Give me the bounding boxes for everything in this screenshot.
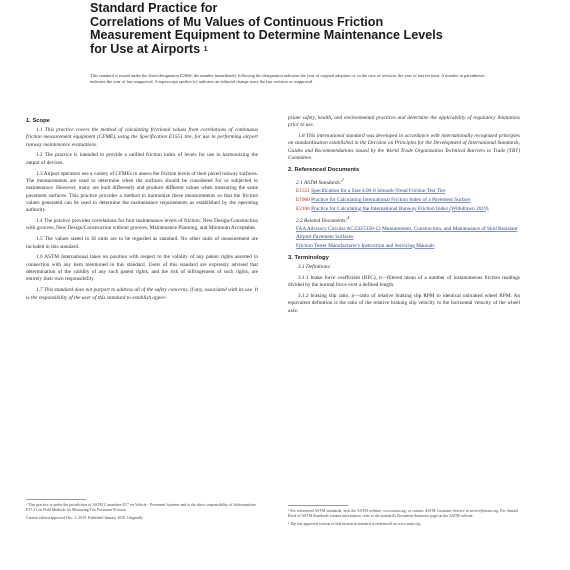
title-line-2: Correlations of Mu Values of Continuous Friction	[90, 14, 384, 29]
term-3-1-2: 3.1.2 braking slip ratio, n—ratio of relative braking slip RPM to identical unbraked wheel RPM. An equivalent definition is the ratio of the relative braking slip velocity to the horizontal velocity of the wheel axle.	[288, 292, 520, 314]
footnote-3: ³ The last approved version of this historical standard is referenced on www.astm.org.	[288, 521, 422, 526]
para-1-3: 1.3 Airport operators use a variety of CFMEs to assess the friction levels of their paved runway surfaces. The measurements are used to determine when the surfaces should be considered for or subjected to maintenance. However, many are built differently and produce different values when measuring the same pavement surfaces. This practice provides a method to harmonize these measurements so that the friction values generated can be used to determine the maintenance requirements as established by the operating authority.	[26, 170, 258, 214]
related-documents-subheading: 2.2 Related Documents:$^4$	[296, 215, 350, 225]
left-column	[26, 117, 258, 305]
referenced-documents-heading: 2. Referenced Documents	[288, 166, 360, 173]
footnotes-left	[26, 503, 256, 524]
para-1-8: 1.8 This international standard was developed in accordance with internationally recognized principles on standardization established in the Decision on Principles for the Development of International Standards, Guides and Recommendations issued by the World Trade Organization Technical Barriers to Trade (TBT) Committee.	[288, 133, 520, 162]
para-1-6: 1.6 ASTM International takes no position with respect to the validity of any patent rights asserted in connection with any item mentioned in this standard. Users of this standard are expressly advised that determination of the validity of any such patent rights, and the risk of infringement of such rights, are entirely their own responsibility.	[26, 254, 258, 283]
term-3-1: 3.1 Definitions:	[298, 263, 332, 270]
footnote-edition: Current edition approved Dec. 1, 2019. Published January 2020. Originally	[26, 515, 144, 520]
para-1-7-continued: priate safety, health, and environmental practices and determine the applicability of regulatory limitations prior to use.	[288, 115, 520, 129]
para-1-2: 1.2 The practice is intended to provide a unified friction index of levels for use in harmonizing the output of devices.	[26, 152, 258, 166]
footnotes-right	[288, 509, 518, 530]
terminology-heading: 3. Terminology	[288, 254, 329, 261]
footnote-2: ² For referenced ASTM standards, visit the ASTM website, www.astm.org, or contact ASTM Customer Service at service@astm.org. For Annual Book of ASTM Standards volume information, refer to the standard's Document Summary page on the ASTM website.	[288, 509, 518, 519]
term-3-1-1: 3.1.1 brake force coefficient (BFC), n—filtered mean of a number of instantaneous friction readings divided by the normal force over a defined length.	[288, 274, 520, 289]
title-footnote-mark: 1	[203, 45, 208, 53]
ref-e2100[interactable]: E2100 Practice for Calculating the International Runway Friction Index (Withdrawn 2019)	[296, 205, 489, 212]
ref-faa-advisory-circular[interactable]: FAA Advisory Circular AC150/5320-12 Measurement, Construction, and Maintenance of Skid Resistant Airport Pavement Surfaces	[296, 226, 518, 240]
designation-notice: This standard is issued under the fixed designation E2666; the number immediately following the designation indicates the year of original adoption or, in the case of revision, the year of last revision. A number in parentheses indicates the year of last reapproval. A superscript epsilon (ε) indicates an editorial change since the last revision or reapproval.	[90, 73, 485, 84]
footnote-1: ¹ This practice is under the jurisdiction of ASTM Committee E17 on Vehicle - Pavement Systems and is the direct responsibility of Subcommittee E17.21 on Field Methods for Measuring Tire Pavement Friction.	[26, 503, 256, 513]
astm-standards-subheading: 2.1 ASTM Standards:$^2$	[296, 176, 344, 186]
para-1-5: 1.5 The values stated in SI units are to be regarded as standard. No other units of measurement are included in this standard.	[26, 236, 258, 250]
scope-heading: 1. Scope	[26, 118, 50, 124]
ref-e1960[interactable]: E1960 Practice for Calculating International Friction Index of a Pavement Surface	[296, 196, 471, 203]
footnote-divider-left	[26, 499, 86, 500]
para-1-4: 1.4 The practice provides correlations for four maintenance levels of friction: New Design/Construction with grooves, New Design/Construction without grooves, Maintenance Planning, and Minimum Acceptable.	[26, 218, 258, 232]
document-title	[90, 2, 510, 56]
right-column	[288, 115, 520, 318]
footnote-divider-right	[288, 505, 348, 506]
title-line-1: Standard Practice for	[90, 1, 218, 15]
para-1-7: 1.7 This standard does not purport to address all of the safety concerns, if any, associated with its use. It is the responsibility of the user of this standard to establish appro-	[26, 287, 258, 301]
title-line-3: Measurement Equipment to Determine Maintenance Levels	[90, 28, 443, 42]
ref-e1551[interactable]: E1551 Specification for a Size 4.00-8 Smooth-Tread Friction Test Tire	[296, 188, 446, 195]
ref-friction-tester-manuals[interactable]: Friction Tester Manufacturer's Instruction and Servicing Manuals	[296, 242, 435, 249]
para-1-1: 1.1 This practice covers the method of calculating frictional values from correlations of continuous friction measurement equipment (CFME), using the Specification E1551 tire, for use in performing airport runway maintenance evaluations.	[26, 127, 258, 148]
title-line-4: for Use at Airports $^1$	[90, 41, 208, 56]
